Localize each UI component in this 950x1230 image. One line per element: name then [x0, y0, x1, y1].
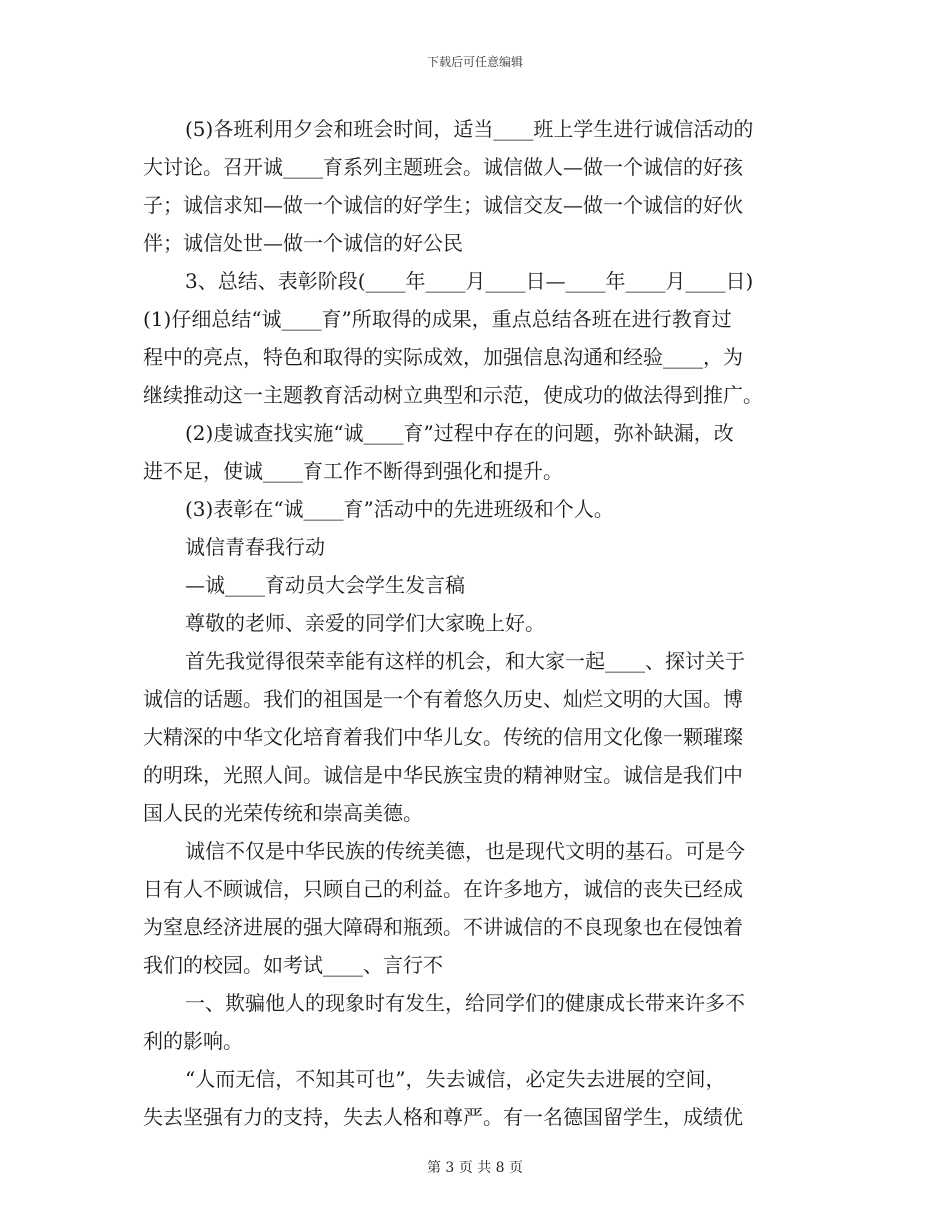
text-line: 的明珠，光照人间。诚信是中华民族宝贵的精神财宝。诚信是我们中: [143, 763, 743, 787]
text-line: 失去坚强有力的支持，失去人格和尊严。有一名德国留学生，成绩优: [143, 1105, 743, 1129]
text-line: (5)各班利用夕会和班会时间，适当____班上学生进行诚信活动的: [185, 117, 754, 141]
text-line: (3)表彰在“诚____育”活动中的先进班级和个人。: [185, 497, 614, 521]
greeting: 尊敬的老师、亲爱的同学们大家晚上好。: [185, 611, 545, 635]
text-line: 子；诚信求知—做一个诚信的好学生；诚信交友—做一个诚信的好伙: [143, 193, 743, 217]
text-line: 诚信不仅是中华民族的传统美德，也是现代文明的基石。可是今: [185, 839, 745, 863]
text-line: 诚信的话题。我们的祖国是一个有着悠久历史、灿烂文明的大国。博: [143, 687, 743, 711]
speech-title: 诚信青春我行动: [185, 535, 325, 559]
page-header: 下载后可任意编辑: [426, 55, 523, 69]
page-footer: 第 3 页 共 8 页: [426, 1160, 524, 1176]
text-line: 日有人不顾诚信，只顾自己的利益。在许多地方，诚信的丧失已经成: [143, 877, 743, 901]
text-line: 继续推动这一主题教育活动树立典型和示范，使成功的做法得到推广。: [143, 383, 763, 407]
text-line: 为窒息经济进展的强大障碍和瓶颈。不讲诚信的不良现象也在侵蚀着: [143, 915, 743, 939]
text-line: 大讨论。召开诚____育系列主题班会。诚信做人—做一个诚信的好孩: [143, 155, 743, 179]
text-line: 一、欺骗他人的现象时有发生，给同学们的健康成长带来许多不: [185, 991, 745, 1015]
speech-subtitle: —诚____育动员大会学生发言稿: [185, 573, 465, 597]
document-body: [143, 110, 811, 1136]
text-line: 伴；诚信处世—做一个诚信的好公民: [143, 231, 463, 255]
text-line: 程中的亮点，特色和取得的实际成效，加强信息沟通和经验____，为: [143, 345, 743, 369]
text-line: “人而无信，不知其可也”，失去诚信，必定失去进展的空间，: [185, 1067, 726, 1091]
text-line: (2)虔诚查找实施“诚____育”过程中存在的问题，弥补缺漏，改: [185, 421, 734, 445]
text-line: (1)仔细总结“诚____育”所取得的成果，重点总结各班在进行教育过: [143, 307, 732, 331]
text-line: 利的影响。: [143, 1029, 243, 1053]
text-line: 我们的校园。如考试____、言行不: [143, 953, 443, 977]
text-line: 大精深的中华文化培育着我们中华儿女。传统的信用文化像一颗璀璨: [143, 725, 743, 749]
text-line: 首先我觉得很荣幸能有这样的机会，和大家一起____、探讨关于: [185, 649, 745, 673]
section-heading: 3、总结、表彰阶段(____年____月____日—____年____月____日): [185, 269, 754, 293]
text-line: 国人民的光荣传统和崇高美德。: [143, 801, 423, 825]
text-line: 进不足，使诚____育工作不断得到强化和提升。: [143, 459, 563, 483]
